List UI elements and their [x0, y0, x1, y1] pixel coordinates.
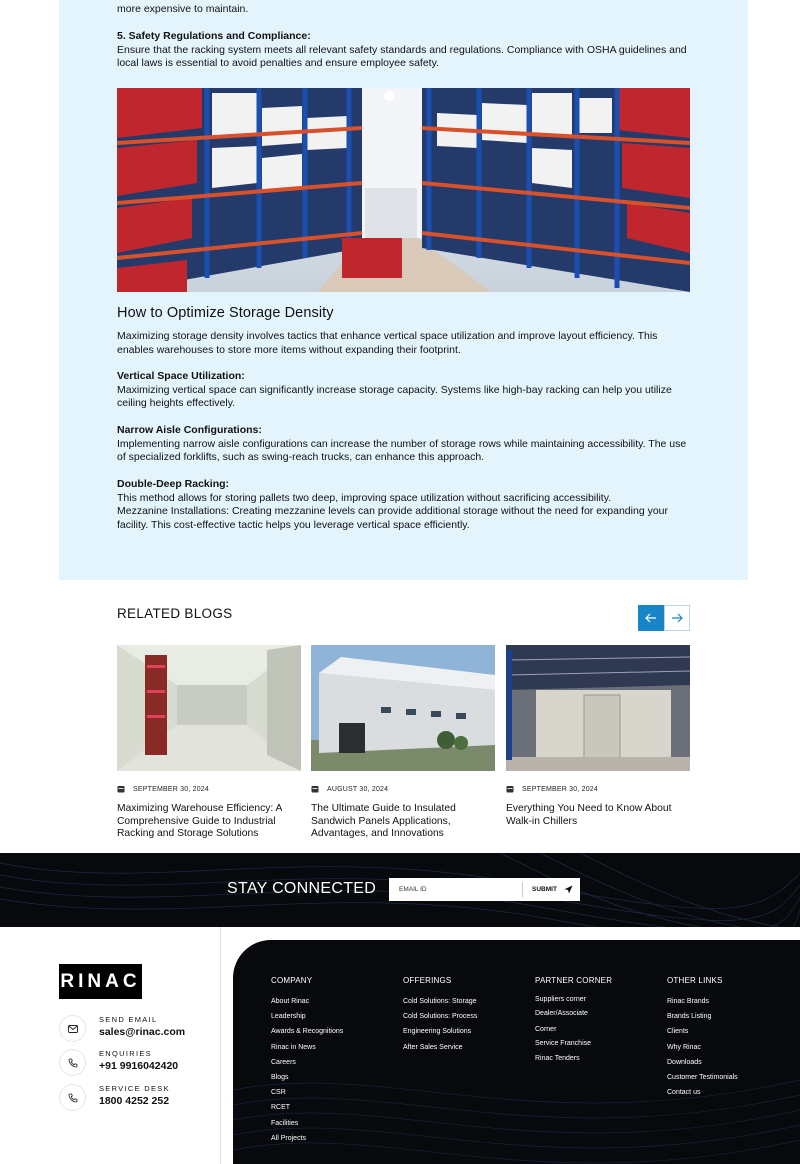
narrow-heading: Narrow Aisle Configurations:: [117, 424, 262, 436]
email-input[interactable]: [389, 878, 522, 901]
rinac-logo[interactable]: RINAC: [59, 964, 142, 999]
footer-link[interactable]: Cold Solutions: Storage: [403, 998, 477, 1005]
blog-card[interactable]: [117, 645, 301, 841]
footer-link[interactable]: Careers: [271, 1058, 296, 1066]
footer-link[interactable]: Corner: [535, 1025, 557, 1033]
arrow-right-icon: [671, 613, 683, 623]
footer-link[interactable]: Service Franchise: [535, 1040, 592, 1048]
vertical-text: Maximizing vertical space can significantly increase storage capacity. Systems like high-bay racking can help you utilize ceiling heights effectively.: [117, 383, 672, 409]
footer-link[interactable]: CSR: [271, 1089, 286, 1097]
newsletter-title: STAY CONNECTED: [227, 880, 377, 897]
newsletter-form: [389, 878, 580, 901]
footer-link[interactable]: Suppliers corner: [535, 996, 586, 1003]
mezzanine-text: Mezzanine Installations: Creating mezzanine levels can provide additional storage without the need for expanding your facility. This cost-effective tactic helps you leverage vertical space efficiently.: [117, 505, 668, 531]
safety-text: Ensure that the racking system meets all relevant safety standards and regulations. Compliance with OSHA guidelines and local laws is essential to avoid penalties and ensure employee safety.: [117, 43, 687, 69]
footer-link[interactable]: All Projects: [271, 1134, 307, 1142]
narrow-text: Implementing narrow aisle configurations can increase the number of storage rows while maintaining accessibility. The use of specialized forklifts, such as swing-reach trucks, can enhance this approach.: [117, 437, 687, 463]
footer: [0, 927, 800, 1164]
footer-link[interactable]: About Rinac: [271, 998, 310, 1005]
insulated-panel-building-image[interactable]: [311, 645, 495, 771]
blog-title[interactable]: Maximizing Warehouse Efficiency: A Comprehensive Guide to Industrial Racking and Storage Solutions: [117, 803, 282, 839]
contact-label: ENQUIRIES: [99, 1049, 152, 1058]
safety-section: [117, 30, 692, 71]
footer-links-panel: [233, 940, 800, 1164]
contact-label: SERVICE DESK: [99, 1084, 170, 1093]
blog-date: [506, 784, 690, 794]
blog-title[interactable]: The Ultimate Guide to Insulated Sandwich Panels Applications, Advantages, and Innovations: [311, 803, 456, 839]
footer-column-company: [271, 976, 343, 1146]
contact-service-desk[interactable]: [59, 1084, 219, 1112]
intro-tail-text: more expensive to maintain.: [117, 3, 249, 15]
column-heading: PARTNER CORNER: [535, 976, 613, 985]
contact-email[interactable]: [59, 1015, 219, 1043]
blog-card[interactable]: [506, 645, 690, 828]
calendar-icon: [311, 785, 319, 793]
contact-enquiries[interactable]: [59, 1049, 219, 1077]
column-heading: OTHER LINKS: [667, 976, 723, 985]
calendar-icon: [117, 785, 125, 793]
footer-link[interactable]: Facilities: [271, 1119, 299, 1127]
warehouse-racking-image: [117, 88, 690, 292]
narrow-section: [117, 424, 692, 465]
contact-value[interactable]: 1800 4252 252: [99, 1095, 170, 1107]
footer-link[interactable]: Contact us: [667, 1089, 701, 1097]
cold-room-corridor-image[interactable]: [117, 645, 301, 771]
blog-date: [311, 784, 495, 794]
footer-link[interactable]: Clients: [667, 1028, 689, 1036]
footer-column-offerings: [403, 976, 477, 1055]
footer-link[interactable]: Brands Listing: [667, 1013, 712, 1021]
submit-button[interactable]: [523, 885, 573, 894]
footer-link[interactable]: Blogs: [271, 1074, 289, 1082]
footer-link[interactable]: Awards & Recognitions: [271, 1028, 344, 1036]
section-heading: How to Optimize Storage Density: [117, 305, 334, 321]
blog-date-text: SEPTEMBER 30, 2024: [522, 785, 598, 793]
footer-link[interactable]: Customer Testimonials: [667, 1074, 738, 1082]
footer-link[interactable]: Rinac in News: [271, 1043, 316, 1051]
send-icon: [564, 885, 573, 894]
carousel-prev-button[interactable]: [638, 605, 664, 631]
footer-link[interactable]: Downloads: [667, 1058, 702, 1066]
footer-link[interactable]: RCET: [271, 1104, 291, 1112]
related-blogs-title: RELATED BLOGS: [117, 606, 233, 621]
footer-column-other-links: [667, 976, 738, 1100]
walk-in-chiller-image[interactable]: [506, 645, 690, 771]
blog-date-text: AUGUST 30, 2024: [327, 785, 389, 793]
submit-label: SUBMIT: [532, 886, 557, 893]
density-text: Maximizing storage density involves tactics that enhance vertical space utilization and improve layout efficiency. This enables warehouses to store more items without expanding their footprint.: [117, 330, 658, 356]
footer-divider: [220, 927, 221, 1164]
footer-link[interactable]: Dealer/Associate: [535, 1010, 588, 1018]
footer-link[interactable]: Rinac Brands: [667, 998, 710, 1005]
newsletter-band: [0, 853, 800, 927]
calendar-icon: [506, 785, 514, 793]
phone-icon: [59, 1049, 86, 1076]
footer-link[interactable]: After Sales Service: [403, 1043, 463, 1051]
column-heading: OFFERINGS: [403, 976, 452, 985]
density-section: [117, 330, 692, 357]
safety-heading: 5. Safety Regulations and Compliance:: [117, 30, 311, 42]
footer-column-partner-corner: [535, 976, 612, 1067]
deep-text: This method allows for storing pallets two deep, improving space utilization without sacrificing accessibility.: [117, 491, 612, 504]
footer-link[interactable]: Rinac Tenders: [535, 1055, 580, 1063]
footer-link[interactable]: Cold Solutions: Process: [403, 1013, 478, 1021]
phone-icon: [59, 1084, 86, 1111]
footer-link[interactable]: Leadership: [271, 1013, 306, 1021]
contact-label: SEND EMAIL: [99, 1015, 158, 1024]
mail-icon: [59, 1015, 86, 1042]
contact-value[interactable]: +91 9916042420: [99, 1060, 179, 1072]
arrow-left-icon: [645, 613, 657, 623]
vertical-section: [117, 370, 692, 411]
footer-link[interactable]: Why Rinac: [667, 1043, 701, 1051]
deep-section: [117, 478, 692, 532]
deep-heading: Double-Deep Racking:: [117, 478, 230, 490]
column-heading: COMPANY: [271, 976, 313, 985]
footer-link[interactable]: Engineering Solutions: [403, 1028, 472, 1036]
carousel-next-button[interactable]: [664, 605, 690, 631]
vertical-heading: Vertical Space Utilization:: [117, 370, 245, 382]
contact-value[interactable]: sales@rinac.com: [99, 1026, 186, 1038]
blog-title[interactable]: Everything You Need to Know About Walk-in Chillers: [506, 803, 672, 827]
blog-card[interactable]: [311, 645, 495, 841]
blog-date-text: SEPTEMBER 30, 2024: [133, 785, 209, 793]
blog-date: [117, 784, 301, 794]
